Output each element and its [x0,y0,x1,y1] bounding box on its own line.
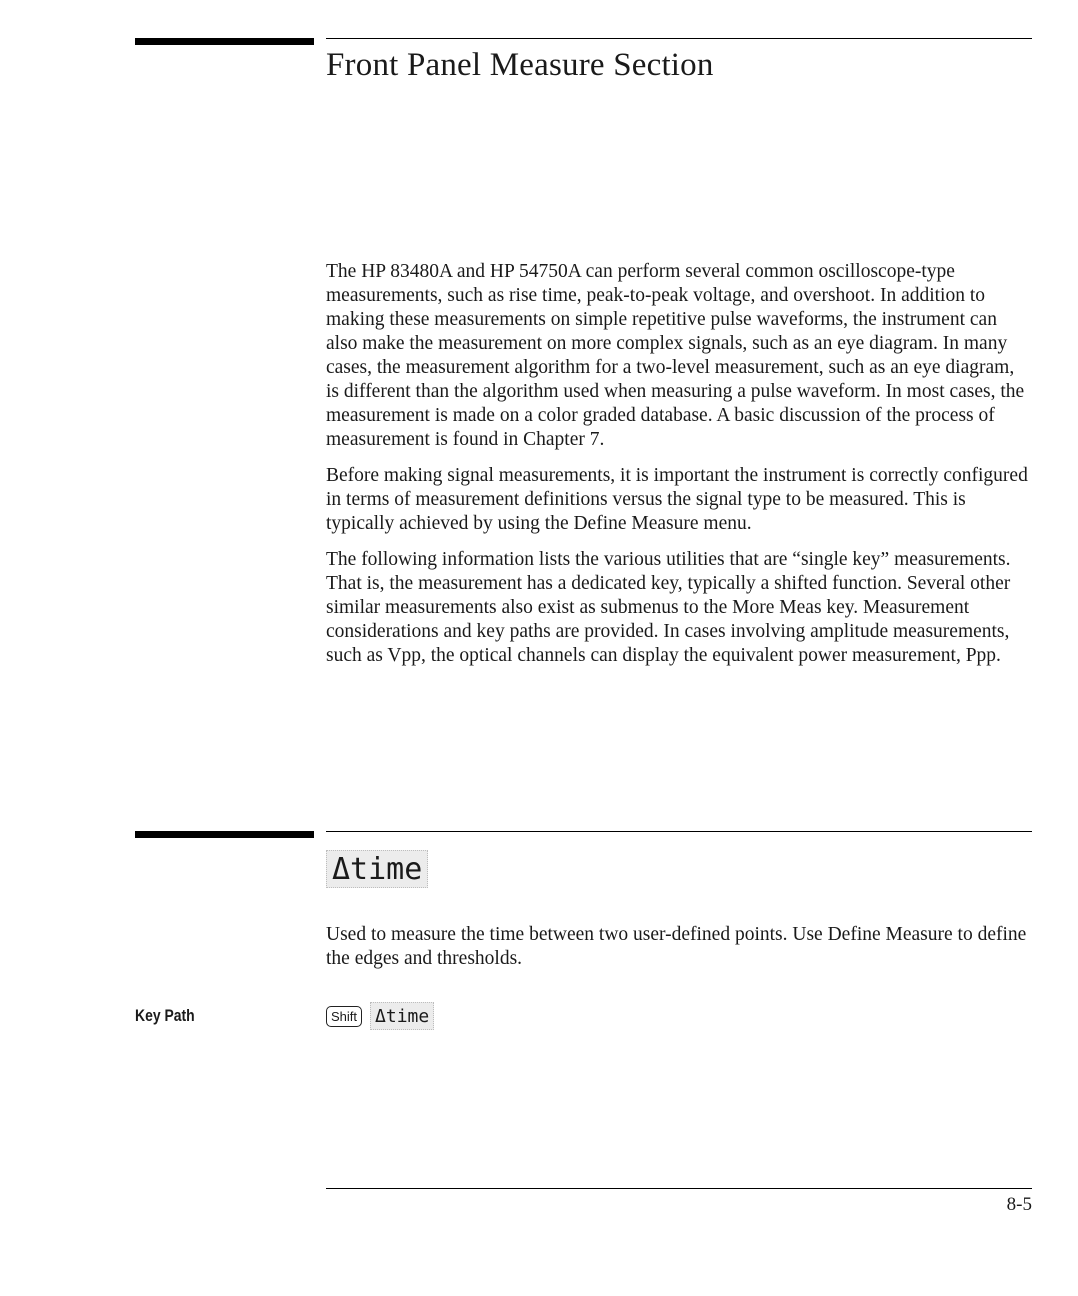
key-path-label: Key Path [135,1006,195,1025]
subsection-bar-thick [135,831,314,838]
delta-time-softkey: Δtime [370,1002,434,1030]
subsection-body [326,923,1031,983]
delta-time-heading: Δtime [326,850,428,888]
page-title: Front Panel Measure Section [326,47,714,83]
shift-key: Shift [326,1006,362,1027]
section-bar-thick [135,38,314,45]
footer-rule [326,1188,1032,1189]
section-rule [326,38,1032,39]
subsection-rule [326,831,1032,832]
paragraph: Used to measure the time between two user-defined points. Use Define Measure to define the edges and thresholds. [326,924,1027,969]
paragraph: The following information lists the various utilities that are “single key” measurements. That is, the measurement has a dedicated key, typically a shifted function. Several other similar measurements also exist as submenus to the More Meas key. Measurement considerations and key paths are provided. In cases involving amplitude measurements, such as Vpp, the optical channels can display the equivalent power measurement, Ppp. [326,549,1011,666]
key-path [326,1002,434,1030]
section-body [326,260,1031,680]
page-number: 8-5 [1006,1194,1032,1215]
paragraph: The HP 83480A and HP 54750A can perform several common oscilloscope-type measurements, such as rise time, peak-to-peak voltage, and overshoot. In addition to making these measurements on simple repetitive pulse waveforms, the instrument can also make the measurement on more complex signals, such as an eye diagram. In many cases, the measurement algorithm for a two-level measurement, such as an eye diagram, is different than the algorithm used when measuring a pulse waveform. In most cases, the measurement is made on a color graded database. A basic discussion of the process of measurement is found in Chapter 7. [326,261,1025,450]
paragraph: Before making signal measurements, it is important the instrument is correctly configured in terms of measurement definitions versus the signal type to be measured. This is typically achieved by using the Define Measure menu. [326,465,1028,534]
